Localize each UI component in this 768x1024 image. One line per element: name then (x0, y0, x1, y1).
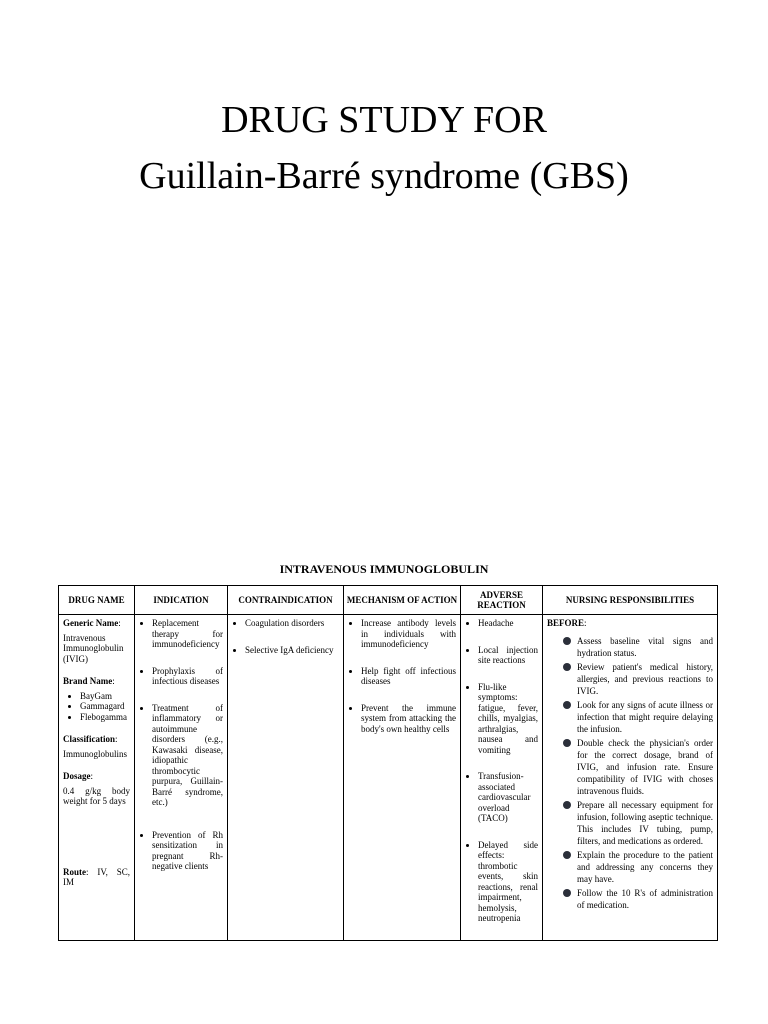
nursing-item: Follow the 10 R's of administration of medication. (577, 887, 713, 910)
route-colon: : (86, 866, 89, 877)
header-nursing-responsibilities: NURSING RESPONSIBILITIES (543, 586, 718, 615)
brand-list (63, 691, 130, 723)
drug-name-cell (59, 615, 135, 941)
brand-item: • Flebogamma (80, 712, 130, 723)
adverse-list (465, 618, 538, 924)
brand-item: • Gammagard (80, 701, 130, 712)
generic-name-label: Generic Name (63, 618, 119, 628)
nursing-cell (543, 615, 718, 941)
before-heading (547, 618, 713, 629)
table-header-row (59, 586, 718, 615)
adverse-item: • Flu-like symptoms: fatigue, fever, chills, myalgias, arthralgias, nausea and vomiting (478, 682, 538, 756)
indication-item: • Prevention of Rh sensitization in pregnant Rh-negative clients (152, 830, 223, 872)
brand-colon: : (112, 676, 115, 686)
brand-name-label: Brand Name (63, 676, 113, 686)
route-value: IV, SC, IM (63, 866, 130, 887)
nursing-item: Explain the procedure to the patient and addressing any concerns they may have. (577, 849, 713, 884)
nursing-item: Double check the physician's order for the correct dosage, brand of IVIG, and infusion rate. Ensure compatibility of IVIG with choses intravenous fluids. (577, 737, 713, 796)
header-drug-name: DRUG NAME (59, 586, 135, 615)
document-title-line2: Guillain-Barré syndrome (GBS) (139, 155, 629, 197)
indication-cell (135, 615, 228, 941)
indication-item: • Treatment of inflammatory or autoimmune disorders (e.g., Kawasaki disease, idiopathic thrombocytic purpura, Guillain-Barré syndrome, etc.) (152, 703, 223, 808)
indication-item: • Replacement therapy for immunodeficiency (152, 618, 223, 650)
indication-item: • Prophylaxis of infectious diseases (152, 666, 223, 687)
table-title: INTRAVENOUS IMMUNOGLOBULIN (279, 562, 489, 576)
dosage-value: 0.4 g/kg body weight for 5 days (63, 785, 130, 806)
adverse-item: • Local injection site reactions (478, 645, 538, 666)
dosage-colon: : (90, 771, 94, 781)
classification-value: Immunoglobulins (63, 748, 128, 759)
adverse-item: • Delayed side effects: thrombotic events, skin reactions, renal impairment, hemolysis, neutropenia (478, 840, 538, 924)
table-row (59, 615, 718, 941)
generic-colon: : (118, 618, 121, 628)
classification-heading (63, 734, 130, 745)
route-line (63, 867, 130, 888)
nursing-list (547, 635, 713, 911)
mechanism-item: • Increase antibody levels in individuals with immunodeficiency (361, 618, 456, 650)
mechanism-item: • Prevent the immune system from attacking the body's own healthy cells (361, 703, 456, 735)
generic-name-value: Intravenous Immunoglobulin (IVIG) (63, 632, 124, 664)
header-indication: INDICATION (135, 586, 228, 615)
adverse-item: • Headache (478, 618, 538, 629)
contraindication-list (232, 618, 339, 655)
classification-label: Classification (63, 734, 116, 744)
contraindication-cell (228, 615, 344, 941)
before-colon: : (584, 618, 587, 628)
header-adverse-reaction: ADVERSE REACTION (461, 586, 543, 615)
brand-name-heading (63, 676, 130, 687)
before-label: BEFORE (547, 618, 585, 628)
classification-colon: : (115, 734, 118, 744)
route-label: Route (63, 866, 86, 877)
mechanism-cell (344, 615, 461, 941)
document-title-line1: DRUG STUDY FOR (221, 99, 547, 141)
contraindication-item: • Selective IgA deficiency (245, 645, 339, 656)
generic-name-heading (63, 618, 130, 629)
contraindication-item: • Coagulation disorders (245, 618, 339, 629)
nursing-item: Assess baseline vital signs and hydration status. (577, 635, 713, 658)
indication-list (139, 618, 223, 872)
adverse-reaction-cell (461, 615, 543, 941)
mechanism-list (348, 618, 456, 734)
nursing-item: Review patient's medical history, allergies, and previous reactions to IVIG. (577, 661, 713, 696)
drug-study-table (58, 585, 718, 941)
adverse-item: • Transfusion-associated cardiovascular overload (TACO) (478, 771, 538, 824)
header-mechanism: MECHANISM OF ACTION (344, 586, 461, 615)
dosage-label: Dosage (63, 771, 91, 781)
brand-item: • BayGam (80, 691, 130, 702)
nursing-item: Look for any signs of acute illness or infection that might require delaying the infusion. (577, 699, 713, 734)
dosage-heading (63, 771, 130, 782)
mechanism-item: • Help fight off infectious diseases (361, 666, 456, 687)
nursing-item: Prepare all necessary equipment for infusion, following aseptic technique. This includes IV tubing, pump, filters, and medications as ordered. (577, 799, 713, 846)
header-contraindication: CONTRAINDICATION (228, 586, 344, 615)
